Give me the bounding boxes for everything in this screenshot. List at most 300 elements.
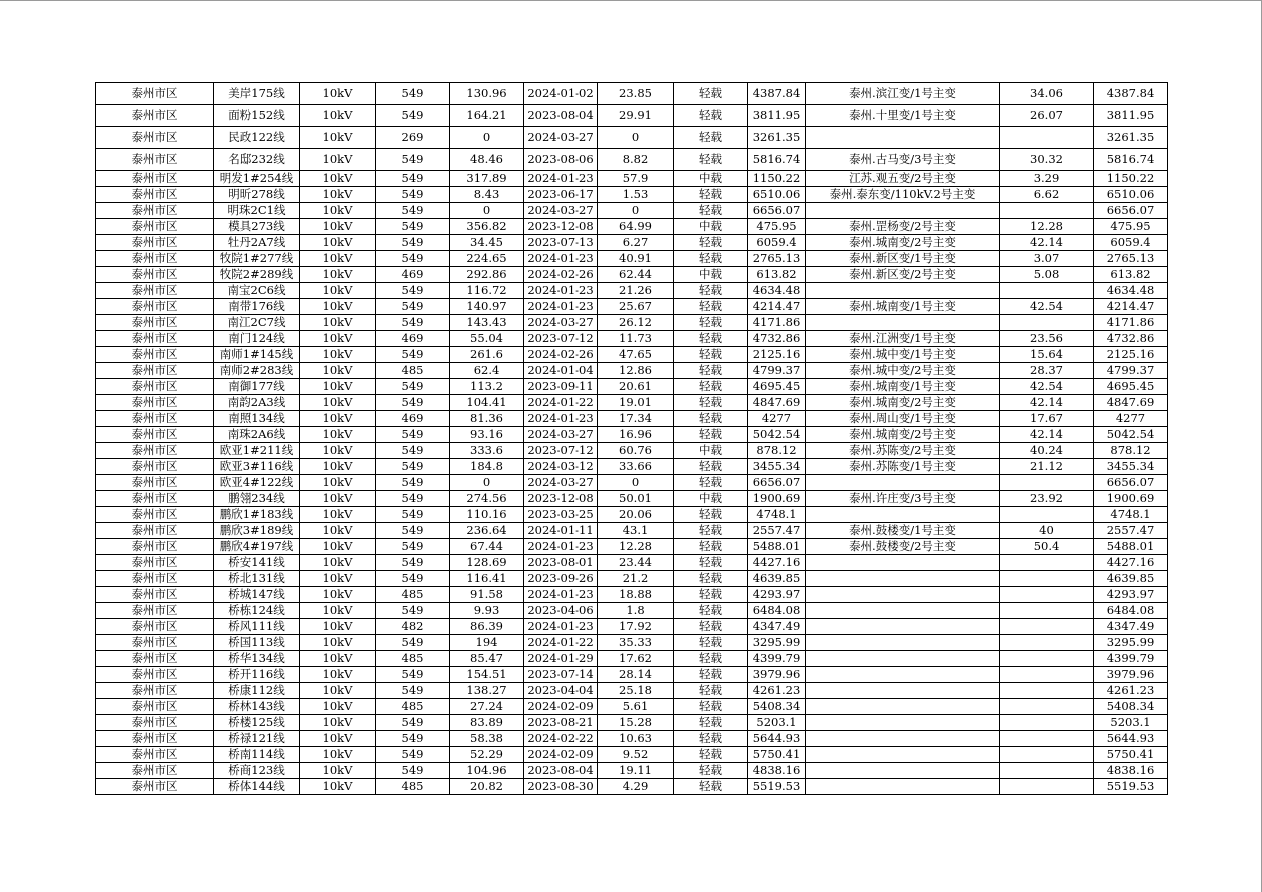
load-rate-cell: 12.28 xyxy=(598,539,674,555)
transformer-margin-cell xyxy=(1000,587,1094,603)
transformer-margin-cell: 21.12 xyxy=(1000,459,1094,475)
transformer-margin-cell: 23.56 xyxy=(1000,331,1094,347)
available-capacity-cell: 4799.37 xyxy=(748,363,806,379)
date-cell: 2023-07-12 xyxy=(524,443,598,459)
rated-capacity-cell: 549 xyxy=(376,299,450,315)
voltage-cell: 10kV xyxy=(300,667,376,683)
max-load-cell: 116.72 xyxy=(450,283,524,299)
region-cell: 泰州市区 xyxy=(96,149,214,171)
substation-transformer-cell xyxy=(806,635,1000,651)
table-row xyxy=(96,539,1168,555)
load-rate-cell: 1.8 xyxy=(598,603,674,619)
load-status-cell: 轻载 xyxy=(674,105,748,127)
rated-capacity-cell: 469 xyxy=(376,411,450,427)
rated-capacity-cell: 549 xyxy=(376,555,450,571)
substation-transformer-cell: 泰州.许庄变/3号主变 xyxy=(806,491,1000,507)
region-cell: 泰州市区 xyxy=(96,571,214,587)
substation-transformer-cell: 泰州.城中变/2号主变 xyxy=(806,363,1000,379)
substation-transformer-cell xyxy=(806,651,1000,667)
region-cell: 泰州市区 xyxy=(96,779,214,795)
load-status-cell: 轻载 xyxy=(674,651,748,667)
available-capacity-cell: 4695.45 xyxy=(748,379,806,395)
open-capacity-cell: 4171.86 xyxy=(1094,315,1168,331)
line-name-cell: 南师1#145线 xyxy=(214,347,300,363)
max-load-cell: 116.41 xyxy=(450,571,524,587)
load-rate-cell: 35.33 xyxy=(598,635,674,651)
load-rate-cell: 11.73 xyxy=(598,331,674,347)
rated-capacity-cell: 549 xyxy=(376,83,450,105)
available-capacity-cell: 2765.13 xyxy=(748,251,806,267)
transformer-margin-cell xyxy=(1000,315,1094,331)
date-cell: 2024-01-11 xyxy=(524,523,598,539)
open-capacity-cell: 475.95 xyxy=(1094,219,1168,235)
date-cell: 2023-08-21 xyxy=(524,715,598,731)
line-name-cell: 南照134线 xyxy=(214,411,300,427)
rated-capacity-cell: 482 xyxy=(376,619,450,635)
substation-transformer-cell xyxy=(806,555,1000,571)
load-status-cell: 轻载 xyxy=(674,299,748,315)
table-row xyxy=(96,523,1168,539)
date-cell: 2024-02-26 xyxy=(524,267,598,283)
load-rate-cell: 28.14 xyxy=(598,667,674,683)
available-capacity-cell: 5042.54 xyxy=(748,427,806,443)
load-rate-cell: 17.34 xyxy=(598,411,674,427)
table-row xyxy=(96,379,1168,395)
open-capacity-cell: 4214.47 xyxy=(1094,299,1168,315)
table-row xyxy=(96,571,1168,587)
open-capacity-cell: 613.82 xyxy=(1094,267,1168,283)
table-row xyxy=(96,171,1168,187)
max-load-cell: 67.44 xyxy=(450,539,524,555)
available-capacity-cell: 475.95 xyxy=(748,219,806,235)
available-capacity-cell: 4293.97 xyxy=(748,587,806,603)
rated-capacity-cell: 549 xyxy=(376,379,450,395)
rated-capacity-cell: 549 xyxy=(376,347,450,363)
load-status-cell: 轻载 xyxy=(674,635,748,651)
transformer-margin-cell xyxy=(1000,779,1094,795)
table-row xyxy=(96,203,1168,219)
available-capacity-cell: 4838.16 xyxy=(748,763,806,779)
load-status-cell: 轻载 xyxy=(674,731,748,747)
table-row xyxy=(96,105,1168,127)
transformer-margin-cell xyxy=(1000,683,1094,699)
table-row xyxy=(96,603,1168,619)
line-name-cell: 南带176线 xyxy=(214,299,300,315)
rated-capacity-cell: 485 xyxy=(376,651,450,667)
available-capacity-cell: 4732.86 xyxy=(748,331,806,347)
region-cell: 泰州市区 xyxy=(96,443,214,459)
date-cell: 2024-01-29 xyxy=(524,651,598,667)
max-load-cell: 110.16 xyxy=(450,507,524,523)
substation-transformer-cell: 泰州.苏陈变/1号主变 xyxy=(806,459,1000,475)
substation-transformer-cell: 泰州.古马变/3号主变 xyxy=(806,149,1000,171)
date-cell: 2024-03-12 xyxy=(524,459,598,475)
line-name-cell: 南珠2A6线 xyxy=(214,427,300,443)
open-capacity-cell: 5750.41 xyxy=(1094,747,1168,763)
voltage-cell: 10kV xyxy=(300,507,376,523)
voltage-cell: 10kV xyxy=(300,603,376,619)
region-cell: 泰州市区 xyxy=(96,203,214,219)
line-name-cell: 桥华134线 xyxy=(214,651,300,667)
open-capacity-cell: 4427.16 xyxy=(1094,555,1168,571)
substation-transformer-cell: 江苏.观五变/2号主变 xyxy=(806,171,1000,187)
table-row xyxy=(96,411,1168,427)
region-cell: 泰州市区 xyxy=(96,539,214,555)
date-cell: 2023-12-08 xyxy=(524,219,598,235)
voltage-cell: 10kV xyxy=(300,619,376,635)
table-row xyxy=(96,427,1168,443)
load-rate-cell: 9.52 xyxy=(598,747,674,763)
open-capacity-cell: 6510.06 xyxy=(1094,187,1168,203)
region-cell: 泰州市区 xyxy=(96,379,214,395)
substation-transformer-cell xyxy=(806,127,1000,149)
load-status-cell: 轻载 xyxy=(674,149,748,171)
available-capacity-cell: 5816.74 xyxy=(748,149,806,171)
date-cell: 2023-08-01 xyxy=(524,555,598,571)
transformer-margin-cell: 23.92 xyxy=(1000,491,1094,507)
transformer-margin-cell: 3.29 xyxy=(1000,171,1094,187)
voltage-cell: 10kV xyxy=(300,731,376,747)
load-rate-cell: 62.44 xyxy=(598,267,674,283)
load-status-cell: 轻载 xyxy=(674,715,748,731)
available-capacity-cell: 5750.41 xyxy=(748,747,806,763)
region-cell: 泰州市区 xyxy=(96,715,214,731)
rated-capacity-cell: 549 xyxy=(376,187,450,203)
line-name-cell: 桥城147线 xyxy=(214,587,300,603)
table-row xyxy=(96,299,1168,315)
load-status-cell: 轻载 xyxy=(674,459,748,475)
substation-transformer-cell: 泰州.滨江变/1号主变 xyxy=(806,83,1000,105)
voltage-cell: 10kV xyxy=(300,491,376,507)
table-row xyxy=(96,315,1168,331)
voltage-cell: 10kV xyxy=(300,395,376,411)
load-rate-cell: 10.63 xyxy=(598,731,674,747)
load-status-cell: 轻载 xyxy=(674,507,748,523)
table-row xyxy=(96,267,1168,283)
load-status-cell: 中载 xyxy=(674,443,748,459)
date-cell: 2024-01-02 xyxy=(524,83,598,105)
open-capacity-cell: 2125.16 xyxy=(1094,347,1168,363)
max-load-cell: 194 xyxy=(450,635,524,651)
transformer-margin-cell xyxy=(1000,475,1094,491)
substation-transformer-cell xyxy=(806,571,1000,587)
voltage-cell: 10kV xyxy=(300,699,376,715)
voltage-cell: 10kV xyxy=(300,331,376,347)
load-status-cell: 轻载 xyxy=(674,587,748,603)
load-status-cell: 轻载 xyxy=(674,603,748,619)
open-capacity-cell: 5519.53 xyxy=(1094,779,1168,795)
line-name-cell: 桥林143线 xyxy=(214,699,300,715)
line-name-cell: 鹏欣4#197线 xyxy=(214,539,300,555)
region-cell: 泰州市区 xyxy=(96,523,214,539)
rated-capacity-cell: 549 xyxy=(376,427,450,443)
voltage-cell: 10kV xyxy=(300,203,376,219)
load-status-cell: 轻载 xyxy=(674,187,748,203)
transformer-margin-cell: 42.14 xyxy=(1000,427,1094,443)
load-rate-cell: 15.28 xyxy=(598,715,674,731)
voltage-cell: 10kV xyxy=(300,715,376,731)
substation-transformer-cell: 泰州.苏陈变/2号主变 xyxy=(806,443,1000,459)
load-rate-cell: 17.62 xyxy=(598,651,674,667)
rated-capacity-cell: 549 xyxy=(376,251,450,267)
available-capacity-cell: 4634.48 xyxy=(748,283,806,299)
load-status-cell: 中载 xyxy=(674,171,748,187)
region-cell: 泰州市区 xyxy=(96,475,214,491)
line-name-cell: 欧亚3#116线 xyxy=(214,459,300,475)
voltage-cell: 10kV xyxy=(300,219,376,235)
transformer-margin-cell xyxy=(1000,635,1094,651)
rated-capacity-cell: 549 xyxy=(376,667,450,683)
available-capacity-cell: 878.12 xyxy=(748,443,806,459)
region-cell: 泰州市区 xyxy=(96,603,214,619)
max-load-cell: 86.39 xyxy=(450,619,524,635)
table-row xyxy=(96,459,1168,475)
date-cell: 2024-02-09 xyxy=(524,699,598,715)
date-cell: 2024-01-23 xyxy=(524,411,598,427)
load-rate-cell: 21.26 xyxy=(598,283,674,299)
date-cell: 2023-12-08 xyxy=(524,491,598,507)
region-cell: 泰州市区 xyxy=(96,507,214,523)
rated-capacity-cell: 549 xyxy=(376,459,450,475)
max-load-cell: 52.29 xyxy=(450,747,524,763)
max-load-cell: 48.46 xyxy=(450,149,524,171)
max-load-cell: 62.4 xyxy=(450,363,524,379)
substation-transformer-cell xyxy=(806,203,1000,219)
transformer-margin-cell: 3.07 xyxy=(1000,251,1094,267)
line-name-cell: 桥栋124线 xyxy=(214,603,300,619)
region-cell: 泰州市区 xyxy=(96,331,214,347)
line-name-cell: 桥安141线 xyxy=(214,555,300,571)
open-capacity-cell: 4399.79 xyxy=(1094,651,1168,667)
rated-capacity-cell: 549 xyxy=(376,763,450,779)
load-rate-cell: 1.53 xyxy=(598,187,674,203)
rated-capacity-cell: 549 xyxy=(376,171,450,187)
substation-transformer-cell xyxy=(806,475,1000,491)
transformer-margin-cell xyxy=(1000,127,1094,149)
transformer-margin-cell xyxy=(1000,203,1094,219)
max-load-cell: 143.43 xyxy=(450,315,524,331)
substation-transformer-cell: 泰州.罡杨变/2号主变 xyxy=(806,219,1000,235)
transformer-margin-cell: 17.67 xyxy=(1000,411,1094,427)
transformer-margin-cell: 42.54 xyxy=(1000,379,1094,395)
table-row xyxy=(96,747,1168,763)
rated-capacity-cell: 485 xyxy=(376,779,450,795)
max-load-cell: 9.93 xyxy=(450,603,524,619)
load-rate-cell: 0 xyxy=(598,203,674,219)
transformer-margin-cell: 12.28 xyxy=(1000,219,1094,235)
region-cell: 泰州市区 xyxy=(96,731,214,747)
voltage-cell: 10kV xyxy=(300,347,376,363)
load-rate-cell: 0 xyxy=(598,127,674,149)
transformer-margin-cell xyxy=(1000,555,1094,571)
substation-transformer-cell: 泰州.城南变/1号主变 xyxy=(806,299,1000,315)
substation-transformer-cell: 泰州.江洲变/1号主变 xyxy=(806,331,1000,347)
load-rate-cell: 29.91 xyxy=(598,105,674,127)
voltage-cell: 10kV xyxy=(300,149,376,171)
substation-transformer-cell xyxy=(806,587,1000,603)
voltage-cell: 10kV xyxy=(300,127,376,149)
table-row xyxy=(96,715,1168,731)
substation-transformer-cell: 泰州.城南变/2号主变 xyxy=(806,427,1000,443)
max-load-cell: 292.86 xyxy=(450,267,524,283)
date-cell: 2024-01-22 xyxy=(524,635,598,651)
table-row xyxy=(96,283,1168,299)
region-cell: 泰州市区 xyxy=(96,699,214,715)
line-name-cell: 牧院1#277线 xyxy=(214,251,300,267)
available-capacity-cell: 3455.34 xyxy=(748,459,806,475)
line-name-cell: 桥禄121线 xyxy=(214,731,300,747)
table-row xyxy=(96,507,1168,523)
substation-transformer-cell: 泰州.鼓楼变/2号主变 xyxy=(806,539,1000,555)
max-load-cell: 83.89 xyxy=(450,715,524,731)
load-status-cell: 轻载 xyxy=(674,683,748,699)
line-name-cell: 桥开116线 xyxy=(214,667,300,683)
voltage-cell: 10kV xyxy=(300,267,376,283)
date-cell: 2024-03-27 xyxy=(524,475,598,491)
rated-capacity-cell: 549 xyxy=(376,443,450,459)
table-row xyxy=(96,619,1168,635)
substation-transformer-cell xyxy=(806,699,1000,715)
max-load-cell: 93.16 xyxy=(450,427,524,443)
voltage-cell: 10kV xyxy=(300,411,376,427)
substation-transformer-cell xyxy=(806,763,1000,779)
table-row xyxy=(96,683,1168,699)
load-rate-cell: 5.61 xyxy=(598,699,674,715)
open-capacity-cell: 6656.07 xyxy=(1094,475,1168,491)
transformer-margin-cell: 34.06 xyxy=(1000,83,1094,105)
available-capacity-cell: 4639.85 xyxy=(748,571,806,587)
load-status-cell: 轻载 xyxy=(674,475,748,491)
available-capacity-cell: 613.82 xyxy=(748,267,806,283)
region-cell: 泰州市区 xyxy=(96,651,214,667)
load-status-cell: 轻载 xyxy=(674,667,748,683)
load-rate-cell: 12.86 xyxy=(598,363,674,379)
date-cell: 2023-04-06 xyxy=(524,603,598,619)
load-status-cell: 轻载 xyxy=(674,379,748,395)
max-load-cell: 91.58 xyxy=(450,587,524,603)
max-load-cell: 138.27 xyxy=(450,683,524,699)
region-cell: 泰州市区 xyxy=(96,127,214,149)
available-capacity-cell: 5644.93 xyxy=(748,731,806,747)
available-capacity-cell: 3811.95 xyxy=(748,105,806,127)
line-name-cell: 南师2#283线 xyxy=(214,363,300,379)
region-cell: 泰州市区 xyxy=(96,347,214,363)
table-row xyxy=(96,219,1168,235)
open-capacity-cell: 5644.93 xyxy=(1094,731,1168,747)
date-cell: 2024-01-23 xyxy=(524,251,598,267)
load-rate-cell: 19.11 xyxy=(598,763,674,779)
line-name-cell: 桥体144线 xyxy=(214,779,300,795)
load-rate-cell: 16.96 xyxy=(598,427,674,443)
load-status-cell: 轻载 xyxy=(674,555,748,571)
table-row xyxy=(96,587,1168,603)
max-load-cell: 154.51 xyxy=(450,667,524,683)
rated-capacity-cell: 485 xyxy=(376,699,450,715)
line-name-cell: 桥楼125线 xyxy=(214,715,300,731)
load-status-cell: 中载 xyxy=(674,491,748,507)
rated-capacity-cell: 549 xyxy=(376,747,450,763)
voltage-cell: 10kV xyxy=(300,523,376,539)
date-cell: 2023-07-13 xyxy=(524,235,598,251)
voltage-cell: 10kV xyxy=(300,83,376,105)
voltage-cell: 10kV xyxy=(300,427,376,443)
table-row xyxy=(96,763,1168,779)
available-capacity-cell: 6656.07 xyxy=(748,203,806,219)
load-status-cell: 轻载 xyxy=(674,251,748,267)
max-load-cell: 236.64 xyxy=(450,523,524,539)
available-capacity-cell: 6656.07 xyxy=(748,475,806,491)
transformer-margin-cell: 40.24 xyxy=(1000,443,1094,459)
table-row xyxy=(96,555,1168,571)
available-capacity-cell: 4347.49 xyxy=(748,619,806,635)
table-row xyxy=(96,251,1168,267)
table-row xyxy=(96,187,1168,203)
open-capacity-cell: 4838.16 xyxy=(1094,763,1168,779)
load-rate-cell: 25.67 xyxy=(598,299,674,315)
max-load-cell: 164.21 xyxy=(450,105,524,127)
available-capacity-cell: 2125.16 xyxy=(748,347,806,363)
rated-capacity-cell: 549 xyxy=(376,219,450,235)
max-load-cell: 104.96 xyxy=(450,763,524,779)
transformer-margin-cell xyxy=(1000,507,1094,523)
max-load-cell: 128.69 xyxy=(450,555,524,571)
date-cell: 2024-02-26 xyxy=(524,347,598,363)
region-cell: 泰州市区 xyxy=(96,747,214,763)
date-cell: 2024-01-23 xyxy=(524,587,598,603)
load-rate-cell: 60.76 xyxy=(598,443,674,459)
date-cell: 2024-03-27 xyxy=(524,203,598,219)
voltage-cell: 10kV xyxy=(300,235,376,251)
date-cell: 2024-03-27 xyxy=(524,315,598,331)
transformer-margin-cell xyxy=(1000,731,1094,747)
substation-transformer-cell xyxy=(806,283,1000,299)
open-capacity-cell: 4634.48 xyxy=(1094,283,1168,299)
available-capacity-cell: 4214.47 xyxy=(748,299,806,315)
load-status-cell: 轻载 xyxy=(674,315,748,331)
table-row xyxy=(96,779,1168,795)
region-cell: 泰州市区 xyxy=(96,315,214,331)
table-row xyxy=(96,491,1168,507)
rated-capacity-cell: 549 xyxy=(376,603,450,619)
voltage-cell: 10kV xyxy=(300,571,376,587)
table-row xyxy=(96,395,1168,411)
rated-capacity-cell: 269 xyxy=(376,127,450,149)
load-status-cell: 轻载 xyxy=(674,283,748,299)
substation-transformer-cell: 泰州.城南变/2号主变 xyxy=(806,395,1000,411)
substation-transformer-cell xyxy=(806,507,1000,523)
transformer-margin-cell: 30.32 xyxy=(1000,149,1094,171)
load-rate-cell: 19.01 xyxy=(598,395,674,411)
line-name-cell: 桥风111线 xyxy=(214,619,300,635)
transformer-margin-cell xyxy=(1000,715,1094,731)
transformer-margin-cell: 40 xyxy=(1000,523,1094,539)
substation-transformer-cell xyxy=(806,731,1000,747)
region-cell: 泰州市区 xyxy=(96,283,214,299)
date-cell: 2024-02-22 xyxy=(524,731,598,747)
rated-capacity-cell: 549 xyxy=(376,523,450,539)
region-cell: 泰州市区 xyxy=(96,267,214,283)
rated-capacity-cell: 549 xyxy=(376,571,450,587)
date-cell: 2024-01-04 xyxy=(524,363,598,379)
line-name-cell: 牧院2#289线 xyxy=(214,267,300,283)
open-capacity-cell: 4293.97 xyxy=(1094,587,1168,603)
load-rate-cell: 47.65 xyxy=(598,347,674,363)
rated-capacity-cell: 549 xyxy=(376,283,450,299)
load-status-cell: 轻载 xyxy=(674,363,748,379)
load-status-cell: 轻载 xyxy=(674,347,748,363)
load-rate-cell: 0 xyxy=(598,475,674,491)
date-cell: 2023-09-26 xyxy=(524,571,598,587)
